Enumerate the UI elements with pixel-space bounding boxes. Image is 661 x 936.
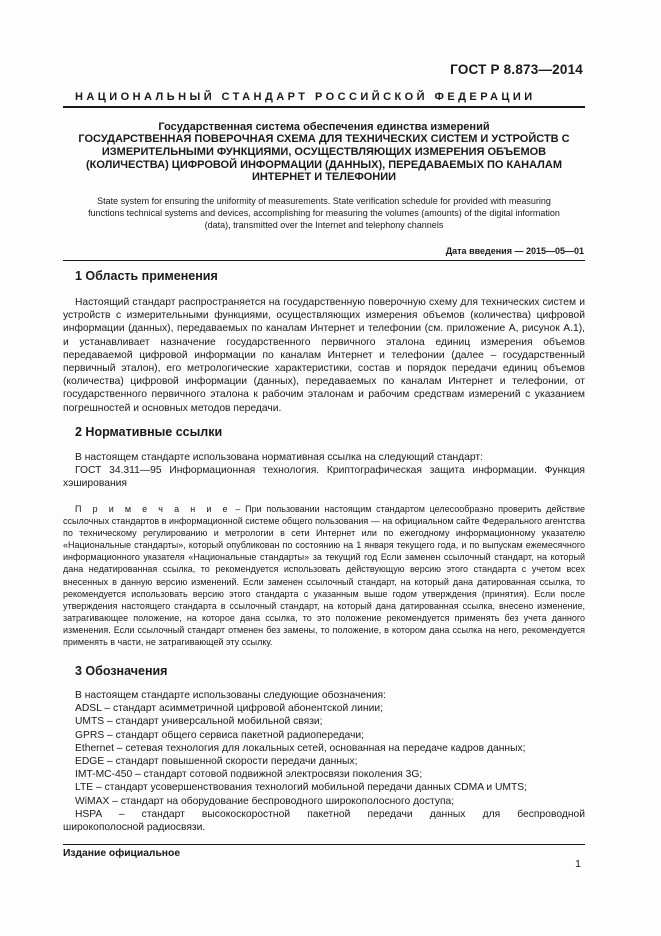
list-item: IMT-MC-450 – стандарт сотовой подвижной электросвязи поколения 3G; [75,769,423,781]
note-label: П р и м е ч а н и е [75,504,231,514]
scope-text: Настоящий стандарт распространяется на государственную поверочную схему для технических систем и устройств с измерительными функциями, осуществляющих измерения объемов (количества) цифровой информации (данных), передаваемых по каналам Интернет и телефонии (см. приложение А, рисунок А.1), и устанавливает назначение государственного первичного эталона единиц измерения объемов передаваемой цифровой информации по каналам Интернет и телефонии (далее – государственный первичный эталон), его метрологические характеристики, состав и порядок передачи единиц объемов (количества) цифровой информации (данных), передаваемых по каналам Интернет и телефонии, от государственного первичного эталона к рабочим эталонам и рабочим средствам измерений с указанием погрешностей и основных методов передачи. [63,297,585,414]
document-title [63,121,585,184]
main-title-line: ГОСУДАРСТВЕННАЯ ПОВЕРОЧНАЯ СХЕМА ДЛЯ ТЕХНИЧЕСКИХ СИСТЕМ И УСТРОЙСТВ С [78,133,570,145]
list-item: LTE – стандарт усовершенствования технологий мобильной передачи данных CDMA и UMTS; [75,782,527,794]
english-title-line: State system for ensuring the uniformity of measurements. State verification schedule for provided with measuring [97,196,551,206]
note-text: – При пользовании настоящим стандартом целесообразно проверить действие ссылочных стандартов в информационной системе общего пользования — на официальном сайте Федерального агентства по техническому регулированию и метрологии в сети Интернет или по ежегодному информационному указателю «Национальные стандарты», который опубликован по состоянию на 1 января текущего года, и по выпускам ежемесячного информационного указателя «Национальные стандарты» за текущий год Если заменен ссылочный стандарт, на который дана недатированная ссылка, то рекомендуется использовать действующую версию этого стандарта с учетом всех внесенных в данную версию изменений. Если заменен ссылочный стандарт, на который дана датированная ссылка, то рекомендуется использовать версию этого стандарта с указанным выше годом утверждения (принятия). Если после утверждения настоящего стандарта в ссылочный стандарт, на который дана датированная ссылка, внесено изменение, затрагивающее положение, на которое дана ссылка, то это положение рекомендуется применять без учета данного изменения. Если ссылочный стандарт отменен без замены, то положение, в котором дана ссылка на него, рекомендуется применять в части, не затрагивающей эту ссылку. [63,504,585,648]
list-item: Ethernet – сетевая технология для локальных сетей, основанная на передаче кадров данных; [75,742,526,754]
english-title-line: (data), transmitted over the Internet and telephony channels [204,220,444,230]
list-item: EDGE – стандарт повышенной скорости передачи данных; [75,756,358,768]
system-title-line: Государственная система обеспечения единства измерений [158,121,490,133]
english-title-line: functions technical systems and devices, accomplishing for measuring the volumes (amounts) of the digital information [88,208,560,218]
references-intro-text: В настоящем стандарте использована нормативная ссылка на следующий стандарт: [75,452,483,463]
scope-paragraph [63,296,585,415]
english-title [63,195,585,231]
reference-item [63,464,585,490]
official-edition-label: Издание официальное [63,848,181,859]
section-heading-scope: 1 Область применения [75,269,218,283]
list-item: HSPA – стандарт высокоскоростной пакетной передачи данных для беспроводной [75,808,585,820]
list-item: GPRS – стандарт общего сервиса пакетной радиопередачи; [75,729,364,741]
list-item-continuation: широкополосной радиосвязи. [63,822,206,834]
main-title-line: (КОЛИЧЕСТВА) ЦИФРОВОЙ ИНФОРМАЦИИ (ДАННЫХ), ПЕРЕДАВАЕМЫХ ПО КАНАЛАМ [86,158,562,171]
national-standard-title: НАЦИОНАЛЬНЫЙ СТАНДАРТ РОССИЙСКОЙ ФЕДЕРАЦИИ [75,91,536,103]
section-heading-references: 2 Нормативные ссылки [75,425,223,439]
list-item: WiMAX – стандарт на оборудование беспроводного широкополосного доступа; [75,795,455,807]
note-paragraph [63,503,585,648]
list-item: ADSL – стандарт асимметричной цифровой абонентской линии; [75,703,383,715]
reference-text: ГОСТ 34.311—95 Информационная технология. Криптографическая защита информации. Функция хэширования [63,465,585,490]
abbreviation-intro: В настоящем стандарте использованы следующие обозначения: [75,690,386,701]
section-heading-abbreviations: 3 Обозначения [75,664,168,678]
footer-divider [63,844,585,845]
header-divider [63,106,585,108]
abbreviation-list [63,689,585,834]
list-item: UMTS – стандарт универсальной мобильной связи; [75,716,323,728]
date-of-introduction: Дата введения — 2015—05—01 [445,246,584,256]
date-divider [63,260,585,261]
main-title-line: ИНТЕРНЕТ И ТЕЛЕФОНИИ [251,171,397,184]
page-number: 1 [575,858,581,870]
main-title-line: ИЗМЕРИТЕЛЬНЫМИ ФУНКЦИЯМИ, ОСУЩЕСТВЛЯЮЩИХ ИЗМЕРЕНИЯ ОБЪЕМОВ [101,145,547,158]
standard-number: ГОСТ Р 8.873—2014 [450,62,583,77]
references-intro [63,451,585,464]
